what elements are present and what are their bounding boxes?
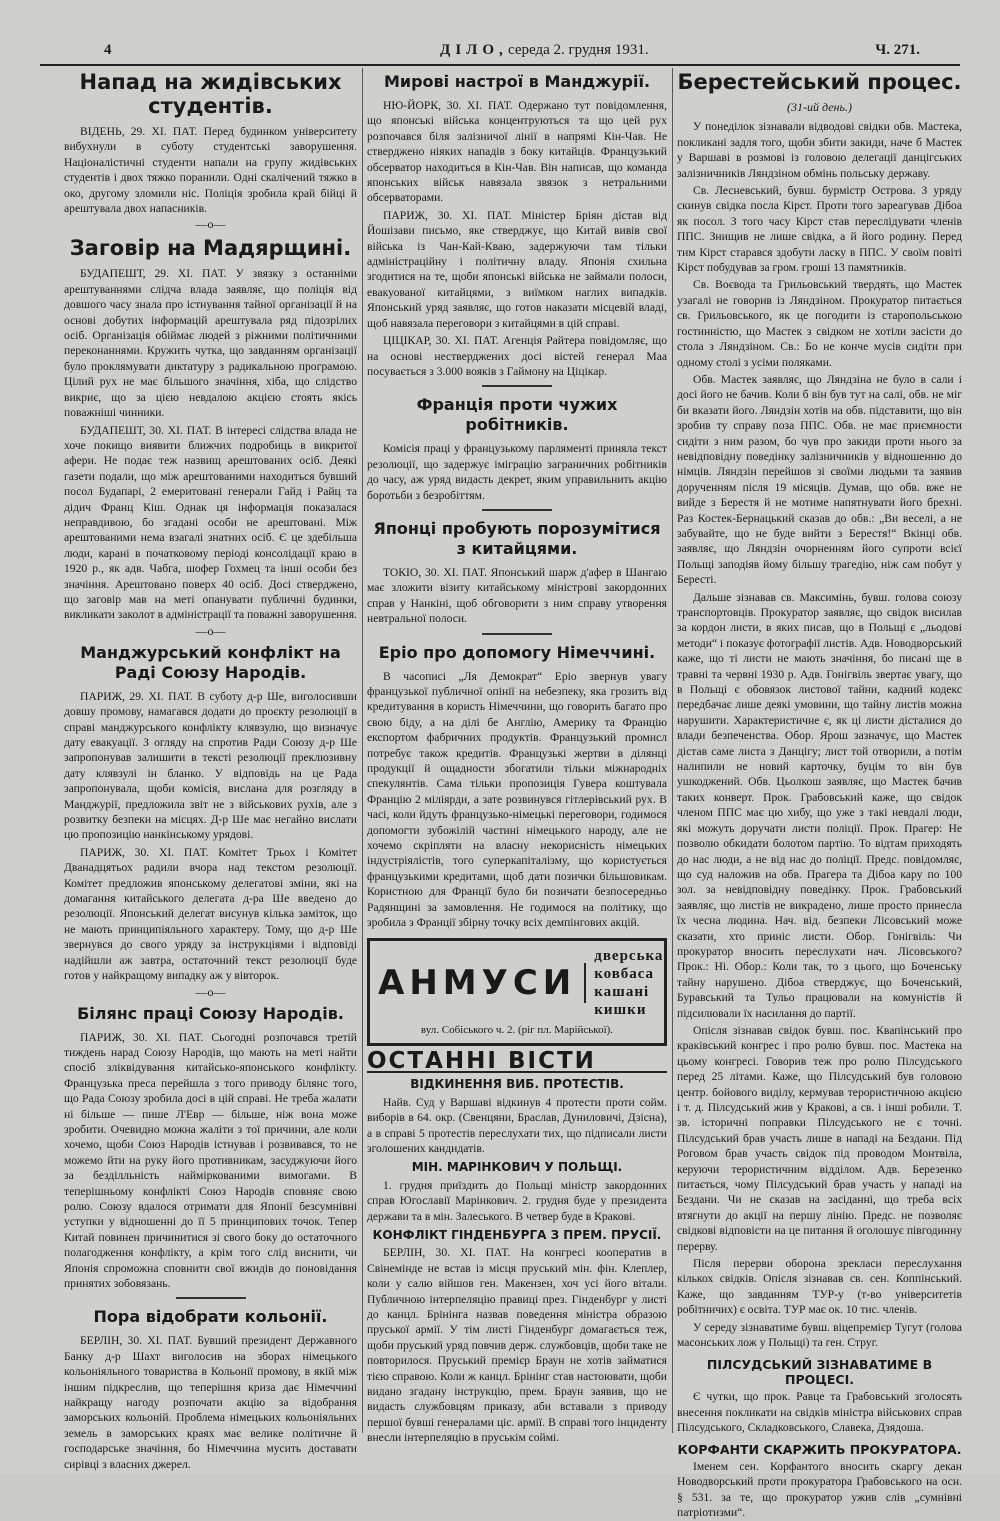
masthead-title: ДІЛО,	[440, 42, 508, 58]
article-title: Напад на жидівських студентів.	[79, 70, 342, 118]
article-manchuria-league	[64, 643, 357, 984]
article-paragraph: ПАРИЖ, 29. XI. ПАТ. В суботу д-р Ше, виголосивши довшу промову, намагався додати до проєкту резолюції в справі манджурського конфлікту клявзулю, що визначує дату евакуації. З огляду на спротив Ради Союзу д-р Ше запропонував залишити в тексті резолюції преклюзивну дату клявзулі ін бланко. У відповідь на це Рада запропонувала, щоби комісія, вислана для розгляду в Манджурії, предложила звіт не з військових рухів, але з розвитку безпеки на місцях. Д-р Ше має негайно вислати цю пропозицію нанкінському урядові.	[64, 689, 357, 842]
article-paragraph: Обв. Мастек заявляє, що Ляндзіна не було в сали і досі його не бачив. Коли б він був тут на салі, обв. не міг би вказати його. Ляндзін хотів на обв. підставити, що він зробив ту справу поза ППС. Обв. не має приємности сидіти з ним разом, бо чув про закиди проти нього за невідповідну поведінку залізничників у відношенню до німців. Ляндзін перейшов зі своїми людьми та заявив дорученням після 19 місяців. Думав, що обв. вже не вийде з Берестя й не мотиме напятнувати його брехні. Раз Костек-Бернацький сказав до обв.: „Ви веселі, а не забувайте, що не буде вийти з Берестя!“ Вкінці обв. заявляє, що Ляндзін очорненням його супроти всієї Польщі заподіяв йому більшу трагедію, ніж сам побут у Бересті.	[677, 372, 962, 587]
article-paragraph: БУДАПЕШТ, 30. XI. ПАТ. В інтересі слідства влада не хоче покищо виявити ближчих подробиць в викритої афери. Не подає теж назвищ арештованих осіб. Деякі газети подали, що між арештованими находиться бувший посол Будапарі, 2 емеритовані генерали Гайд і Райц та дідич Франц Кіш. Однак ця інформація показалася неправдивою, бо згадані особи не арештовані. Між арештованими нема взагалі знатних осіб. Є це здебільша люди, карані в початковому періоді консолідації краю в 1920 р., як адв. Чабга, шофер Гохмец та інші особи без значіння. Арештовано поверх 40 осіб. Досі стверджено, що заговір мав на меті опанувати публичні будинки, викликати заколот в адміністрації та поважні заворушення.	[64, 423, 357, 622]
article-body: Іменем сен. Корфантого вносить скаргу декан Новодворський проти прокуратора Грабовського на осн. § 531. за те, що прокуратор ужив слів „сумнівні патріотизми“.	[677, 1459, 962, 1520]
article-league-balance	[64, 1004, 357, 1292]
separator	[176, 1297, 246, 1299]
page-header	[40, 38, 960, 66]
page-number: 4	[104, 42, 112, 58]
article-france-workers	[367, 395, 667, 503]
article-title: КОРФАНТИ СКАРЖИТЬ ПРОКУРАТОРА.	[677, 1441, 962, 1457]
separator	[482, 385, 552, 387]
article-manchuria-peace	[367, 72, 667, 379]
article-title: Японці пробують порозумітися з китайцями.	[373, 518, 661, 558]
article-body: ПАРИЖ, 30. XI. ПАТ. Сьогодні розпочався третій тиждень нарад Союзу Народів, що мають на меті найти спосіб зліквідування китайсько-японського конфлікту. Французька преса перейшла з того приводу білянс того, що Рада Союзу зробила досі в цій справі. Не треба жалати ні більше — пише Л'Евр — більше, ніж вона може зробити. Очевидно можна жаліти з тої причини, але коли хочемо, щоби Союз Народів істнував і розвивався, то не можемо йти на руку його противникам, засуджуючи його за безділльність найміркованими вимогами. В теперішньому конфлікті Союз Народів сповняє свою ролю. Союзу вдалося отримати для Японії безсумнівні уступки у відношенні до її 5 принципових точок. Тепер Китай повинен причинитися зі свого боку до остаточного полагодження конфлікту, а крім того слід виснити, чи Японія спроможна сповнити свої вжидів до поновідання принятих зобовязань.	[64, 1030, 357, 1290]
article-title: Франція проти чужих робітників.	[416, 395, 618, 435]
article-paragraph: НЮ-ЙОРК, 30. XI. ПАТ. Одержано тут повідомлення, що японські війська концентруються та що цей рух розпочався біля залізничої лінії в напрямі Кін-Чав. Не стверджено ніяких нападів з боку китайців. Французький обсерватор находиться в Кін-Чав. Він написав, що команда японських військ навязала звязок з нетральними обсерваторами.	[367, 99, 667, 205]
ad-content	[378, 947, 664, 1019]
article-subtitle: (31-ий день.)	[787, 100, 852, 114]
article-title: Манджурський конфлікт на Раді Союзу Народів.	[80, 642, 341, 682]
article-colonies	[64, 1307, 357, 1472]
ad-line: кашані кишки	[594, 984, 650, 1019]
article-paragraph: У понеділок зізнавали відводові свідки обв. Мастека, покликані задля того, щоби збити закиди, наче б Мастек у Варшаві в розмові із головою делегації данцігських залізничників Ляндзіном обмінь польську державу.	[677, 120, 962, 180]
separator: —o—	[195, 984, 226, 999]
issue-number: Ч. 271.	[875, 42, 920, 58]
article-korfanty-complaint	[677, 1442, 962, 1521]
column-left	[64, 68, 357, 1471]
article-hungary-plot	[64, 236, 357, 622]
article-paragraph: Дальше зізнавав св. Максимінь, бувш. голова союзу транспортовців. Прокуратор заявляє, що свідок висилав за кордон листи, в яких писав, що в Польщі є „льодові методи“ і показує фотографії листів. Адв. Новодворський каже, що ті листи не мають значіння, бо писані ще в травні та червні 1930 р. Адв. Гонігвіль звертає увагу, що в Польщі є обовязок листової тайни, кадний кодекс передбачає лише деякі умовини, що тайну листів можна нарушити. Характеристичне є, як ці листи дісталися до влади безпеченства. Обор. Ярош зазначує, що Мастек дістав саме листа з Данцігу; лист той отворили, а потім налипили не новий карточку, буцім то він був ушкоджений. Обв. Цьолкош заявляє, що Мастек бачив таких конверт. Прок. Грабовський каже, що свідок членом ППС має цю хибу, що уже з такі невдалі люди, які можуть доручати листи поліції. Прок. Прагер: Не позволю обкидати болотом партію. То відтам приходять до нас люди, а не від нас до поліції. Предс. повідомляє, що суд наложив на обв. Прагера та Дібоа кару по 100 зол. за невідповідну поведінку. Прок. Грабовський заявляє, що листів не викрадено, лише просто принесла їх чесна людина. Нач. від. безпеки Лісовський може сказати, хто приніс листи. Обор. Гонігвіль: Чи прокуратор вносить переслухати нач. Лісовського? Прок.: Ні. Обор.: Коли так, то з цього, що Боченську тайну нарушено. Дібоа стверджує, що Боченський, Буравський та Тульо працювали на комуністів й підсилювали їх насилання до партії.	[677, 590, 962, 1020]
article-paragraph: Опісля зізнавав свідок бувш. пос. Квапінський про краківський конгрес і про ролю бувш. пос. Мастека на цьому конгресі. Говорив теж про ролю Пілсудського перед 25 літами. Каже, що Пілсудський був головою центр. бойового виділу, кермував терористичною акцією і т. д. Пілсудський жив у Кракові, а св. і інші робили. Т. зв. історичні поправки Пілсудського не є точні. Пілсудський брав участь лише в нападі на Бездани. Під Роговом брав участь свідок під проводом Монтвіла, керуючи терористичним відділом. Адв. Березенко питається, чому Пілсудський брав участь у нападі на Бездани. Чи не сказав на засіданні, що треба всіх втягнути до акції на першу лінію. Предс. не позволяє свідкові відповісти на це питання й оголошує півгодинну перерву.	[677, 1023, 962, 1253]
article-body: ВІДЕНЬ, 29. XI. ПАТ. Перед будинком університету вибухнули в суботу студентські заворушення. Націоналістичні студенти напали на групу жидівських студентів і двох тяжко поранили. Одні скалічений тяжко в око, другому зломили ніс. Поліція зробила край бійці й арештувала двох напасників.	[64, 125, 357, 216]
article-paragraph: У середу зізнаватиме бувш. віцепремієр Тугут (голова масонських лож у Польщі) та ген. Струг.	[677, 1320, 962, 1350]
separator: —o—	[195, 217, 226, 232]
article-paragraph: ПАРИЖ, 30. XI. ПАТ. Комітет Трьох і Комітет Дванадцятьох радили вчора над текстом резолюції. Комітет предложив японському делегатові зміни, які на домагання китайського делегата д-ра Ше введено до резолюції. Японський делегат висунув кілька заміток, що не мають принципіяльного характеру. Тому, що д-р Ше звернувся до свого уряду за інструкціями і відповіді надійшли аж завтра, остаточний текст резолюції буде готов у найкращому випадку аж у вівторок.	[64, 845, 357, 983]
latest-news	[367, 1047, 667, 1446]
article-title: Пора відобрати кольонії.	[93, 1307, 328, 1327]
article-paragraph: Після перерви оборона зрекласи переслухання кількох свідків. Опісля зізнавав св. сен. Коппінський. Каже, що завданням ТУР-у (т-во університетів робітничих) є освіта. ТУР має ок. 10 тис. членів.	[677, 1257, 962, 1317]
news-title: КОНФЛІКТ ГІНДЕНБУРГА З ПРЕМ. ПРУСІЇ.	[372, 1227, 662, 1242]
separator	[482, 509, 552, 511]
article-title: Мирові настрої в Манджурії.	[383, 72, 651, 91]
article-body: БЕРЛІН, 30. XI. ПАТ. Бувший президент Державного Банку д-р Шахт виголосив на зборах німецького кольоніяльного товариства в Кольонії промову, в якій між іншим підкреслив, що теперішня криза дає Німеччині найкращу нагоду розпочати акцію за відобрання заморських кольоній. Проблема німецьких кольоніяльних земель в заморських краях має велике політичне й господарське значіння, бо Німеччина мусить доставати сирівці з власних джерел.	[64, 1334, 357, 1471]
article-title: Заговір на Мадярщині.	[69, 236, 352, 261]
news-body: Найв. Суд у Варшаві відкинув 4 протести проти сойм. виборів в 64. окр. (Свенцяни, Браслав, Дуниловичі, Дзісна), а в справі 5 протестів переслухати тих, що підписали листи зголошених кандидатів.	[367, 1095, 667, 1155]
article-herriot-germany	[367, 643, 667, 931]
article-title: Еріо про допомогу Німеччині.	[378, 642, 656, 662]
column-middle	[367, 68, 667, 1445]
article-body: Комісія праці у французькому парляменті приняла текст резолюції, що задержує іміграцію заграничних робітників до часу, аж уряд видасть декрет, яким управильнить акцію боротьби з безробіттям.	[367, 442, 667, 502]
article-paragraph: ЦІЦІКАР, 30. XI. ПАТ. Агенція Райтера повідомляє, що на основі нестверджених досі вістей генерал Маа посувається з 3.000 вояків з Гаймону на Ціцікар.	[367, 334, 667, 378]
news-body: 1. грудня приїздить до Польщі міністр закордонних справ Югославії Марінкович. 2. грудня буде у президента держави та в мін. Залеського. В четвер буде в Кракові.	[367, 1178, 667, 1223]
article-title: Берестейський процес.	[677, 70, 962, 94]
ad-line: дверська ковбаса	[594, 948, 664, 983]
article-body: ТОКІО, 30. XI. ПАТ. Японський шарж д'афер в Шангаю має зложити візиту китайському міністрові закордонних справ у Нанкіні, щоб обговорити з ним справу утворення невтральної полоси.	[367, 565, 667, 626]
news-title: ВІДКИНЕННЯ ВИБ. ПРОТЕСТІВ.	[410, 1077, 624, 1092]
news-title: МІН. МАРІНКОВИЧ У ПОЛЬЩІ.	[411, 1160, 623, 1175]
article-body: В часописі „Ля Демократ“ Еріо звернув увагу французької публичної опінії на небезпеку, яка грозить від кредитування в користь Німеччини, що говорить багато про свою біду, а на ділі бе Англію, Америку та Францію експортом фабричних продуктів. Французький промисл потребує також кредитів. Французькі жертви в ділянці продукції й ощадности збогатили тільки міжнародніх спекулянтів. Сама тільки пропозиція Гувера коштувала Францію 2 міліярди, а зате розвинувся гітлерівський рух. В часі, коли йдуть французько-німецькі переговори, годимося допомогти зубожілій частині німецького народу, але не хочемо скріпляти на власну некорисність німецьких індустріялістів, того суперкапіталізму, що користується французькими кредитами, щоб дати позички більшовикам. Користною для Франції було би позичати безпосередньо Радянщині за замовлення. Не годимося на політику, що зробила з Франції збірну точку всіх демпінгових акцій.	[367, 669, 667, 930]
column-divider	[672, 68, 673, 1433]
separator: —o—	[195, 623, 226, 638]
issue-date: середа 2. грудня 1931.	[508, 42, 649, 58]
ad-brand: АНМУСИ	[378, 963, 586, 1003]
column-right	[677, 68, 962, 1520]
ad-description	[594, 947, 663, 1019]
article-brest-trial	[677, 70, 962, 1351]
separator	[482, 633, 552, 635]
ad-address: вул. Собіського ч. 2. (ріг пл. Марійської).	[420, 1024, 614, 1037]
article-paragraph: ПАРИЖ, 30. XI. ПАТ. Міністер Бріян дістав від Йошізави письмо, яке стверджує, що Китай вивів свої війська із Чан-Кай-Кваю, задержуючи там тільки адміністраційну і політичну владу. Японія схильна згодитися на те, щоби японські війська не займали полоси, евакуованої китайцями, з виїмком наглих випадків. Японський уряд заявляє, що готов наказати місцевій владі, щоб навязала переговори з китайцями в цій справі.	[367, 208, 667, 330]
article-pilsudski-testify	[677, 1357, 962, 1436]
article-body: Є чутки, що прок. Равце та Грабовський зголосять внесення покликати на свідків міністра військових справ Пілсудського, Складковського, Славека, Дзядоша.	[677, 1390, 962, 1435]
article-paragraph: Св. Лесневський, бувш. бурмістр Острова. З уряду скинув свідка посла Кірст. Проти того зареагував Дібоа як посол. З того часу Кірст став переслідувати членів ППС. Знищив не лише свідка, а й його родину. Перед тим Кірст старався здобути ласку в ППС. У своїм повіті Кірст побудував за гром. гроші 13 памятників.	[677, 184, 962, 275]
latest-news-heading: ОСТАННІ ВІСТИ	[367, 1054, 667, 1073]
column-divider	[362, 68, 363, 1433]
article-paragraph: БУДАПЕШТ, 29. XI. ПАТ. У звязку з останніми арештуваннями слідча влада заявляє, що поліція від довшого часу знала про істнування тайної організації й на основі добутих інформацій арештувала ряд підозрілих осіб. Організація обіймає людей з ріжними політичними переконаннями. Кружить чутка, що завданням організації було проклямувати диктатуру з радикальною програмою. Цілий рух не має більшого значіння, хіба, що слідство викриє, що за цією невдалою акцією стоять якісь поважніші чинники.	[64, 267, 357, 420]
advertisement	[367, 938, 667, 1045]
article-japan-china	[367, 519, 667, 627]
article-paragraph: Св. Воєвода та Грильовський твердять, що Мастек узагалі не говорив із Ляндзіном. Прокуратор питається св. Грильовського, як це погодити із старопольською гостинністю, що Мастек з свідком не хотіли засісти до стола з Ляндзіном. Св.: Бо не конче мусів сидіти при одному столі з усіми поляками.	[677, 278, 962, 369]
article-title: ПІЛСУДСЬКИЙ ЗІЗНАВАТИМЕ В ПРОЦЕСІ.	[706, 1356, 933, 1387]
article-jewish-students	[64, 70, 357, 216]
article-title: Білянс праці Союзу Народів.	[77, 1003, 344, 1023]
news-body: БЕРЛІН, 30. XI. ПАТ. На конгресі кооператив в Свінемінде не встав із місця пруський мін. фін. Клеплер, коли у салю війшов ген. Макензен, хоч усі його вітали. Публичною інтерпеляцію правиці през. Гінденбург у листі до канцл. Брінінга назвав поведення міністра образою пруської армії. У тім листі Гінденбург домагається теж, щоби пруський уряд повчив держ. службовців, щоби таке не повторилося. Пруський премієр Браун не хотів займатися тією справою. Коли ж канцл. Брінінг став настоювати, щоби видано згадану інструкцію, прем. Браун заявив, що не видасть службовцям приказу, аби вставали з приводу першої бувші генералами ціс. армії. В справі того інциденту внесли інтерпеляцію в пруськім соймі.	[367, 1246, 667, 1445]
